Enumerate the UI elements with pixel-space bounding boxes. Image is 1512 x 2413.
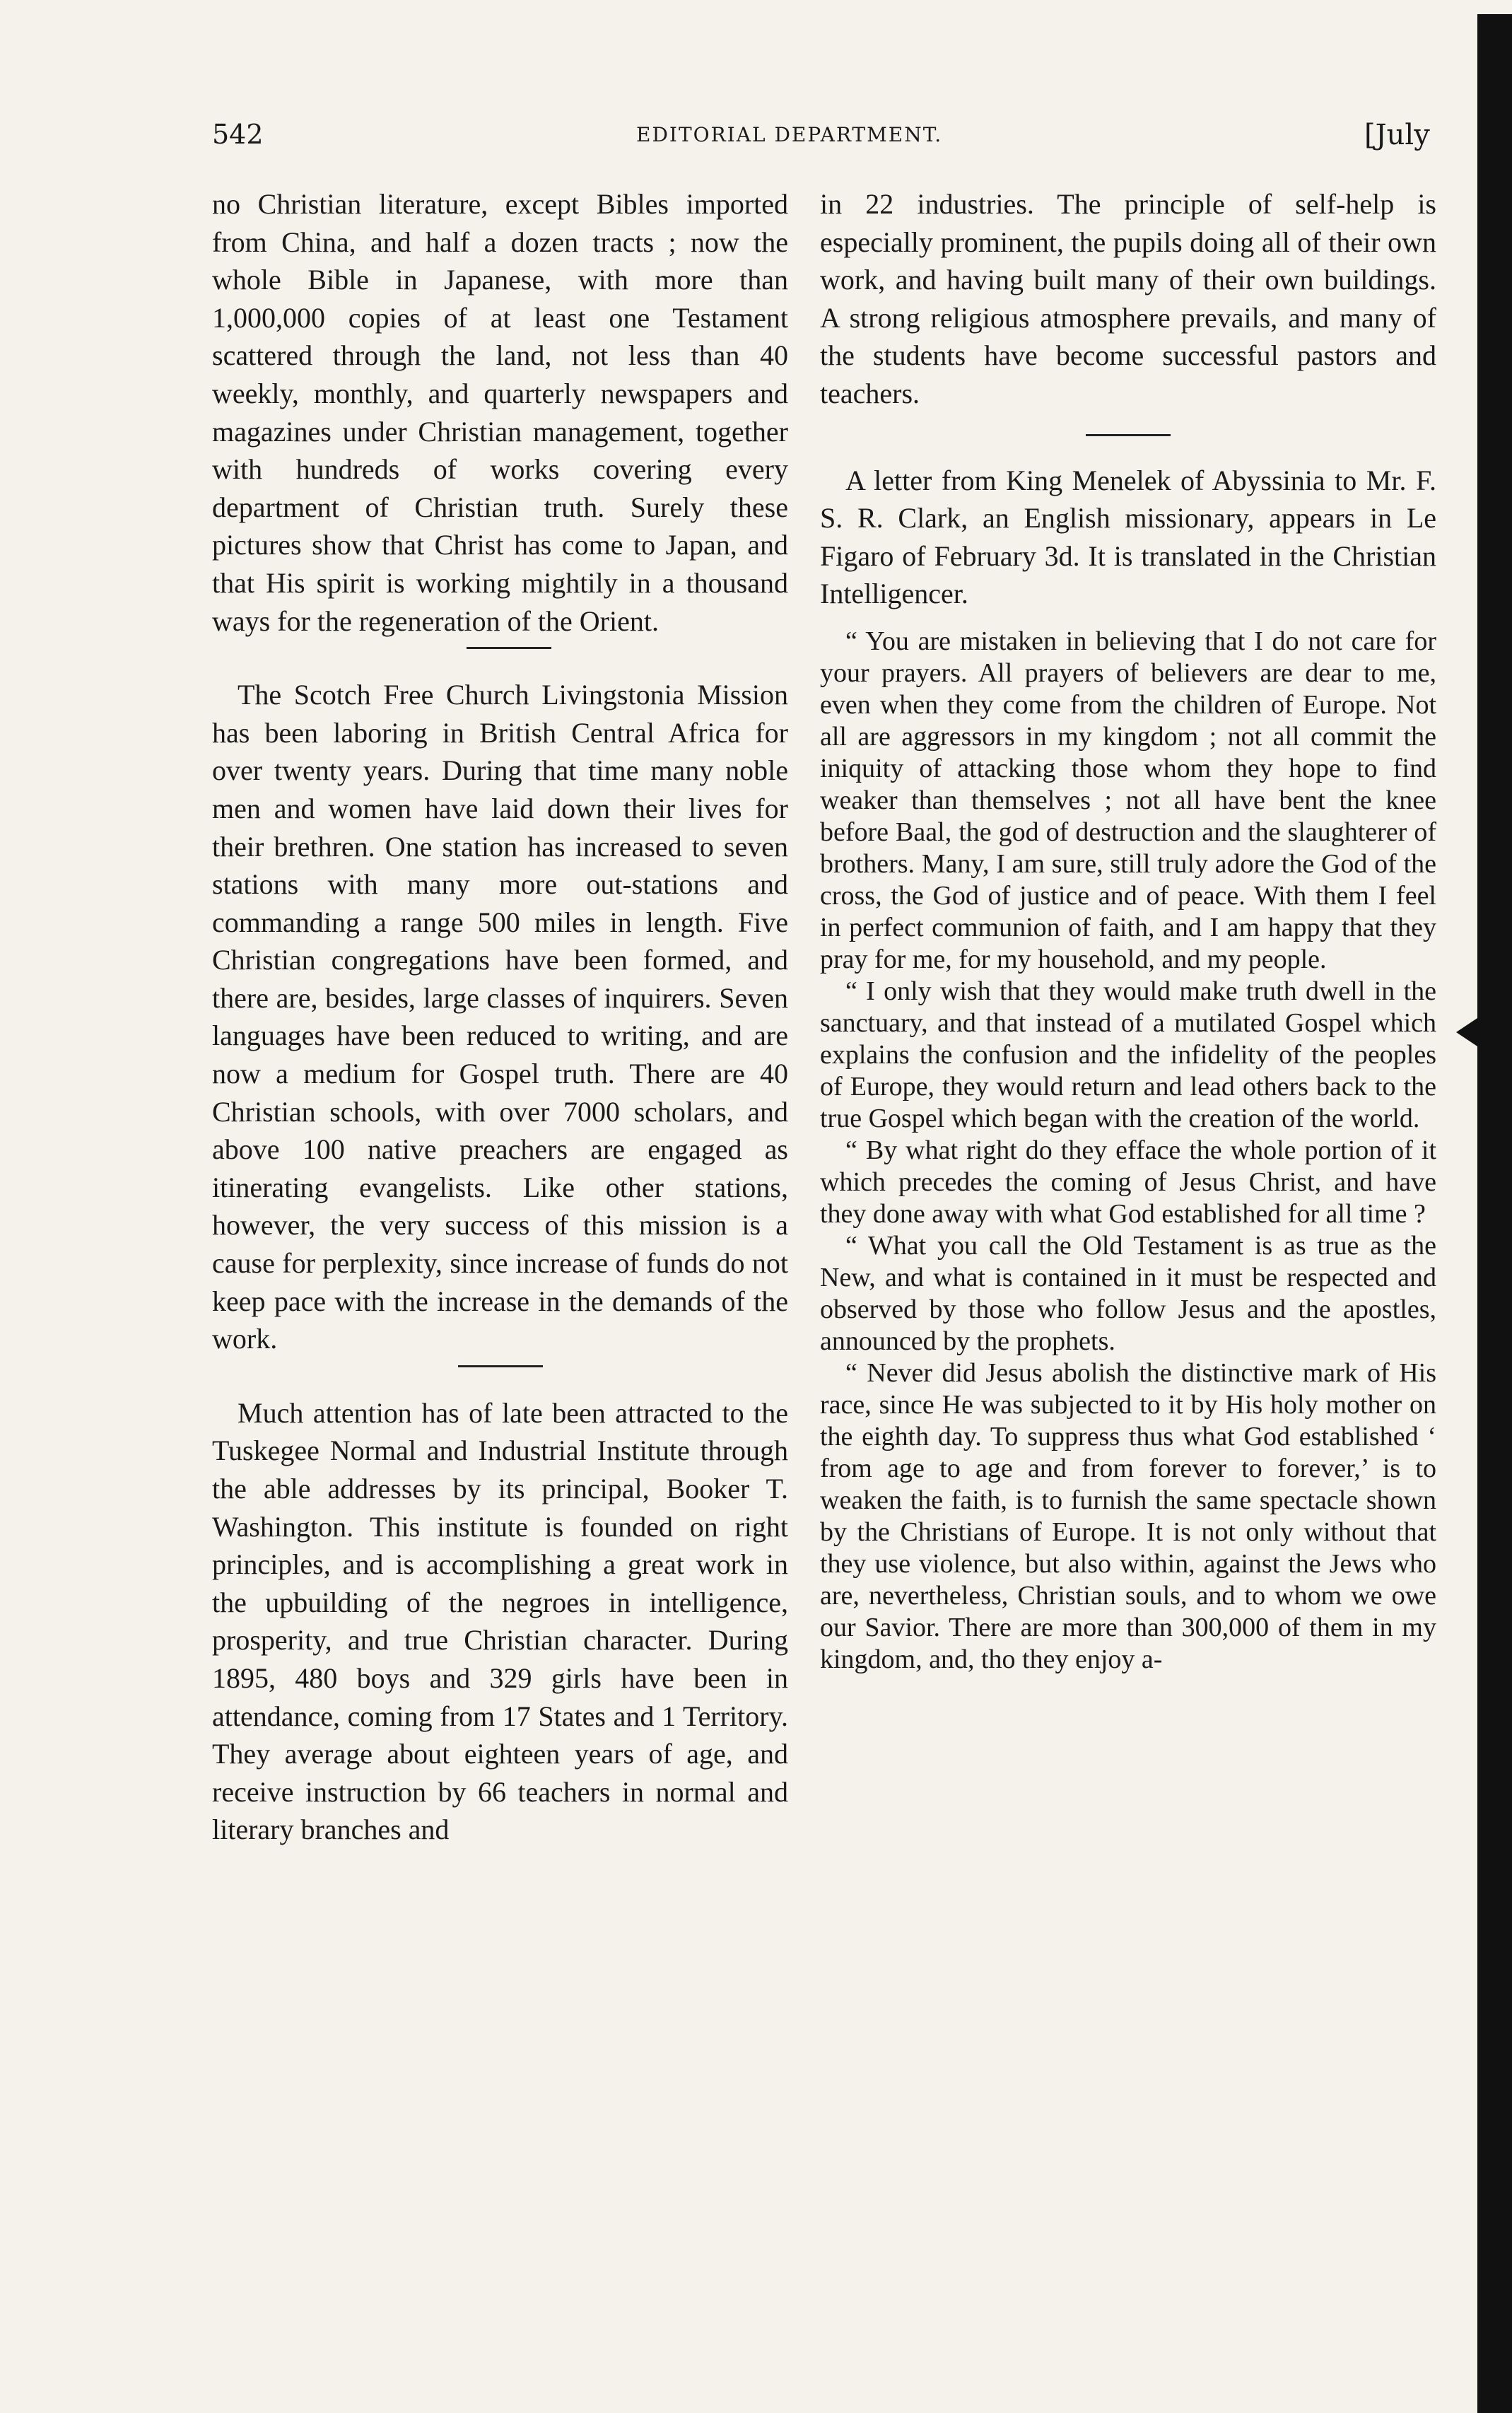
page-header: [0, 119, 1477, 161]
paragraph-tuskegee: Much attention has of late been attracted to the Tuskegee Normal and Industrial Institute through the able addresses by its principal, Booker T. Washington. This institute is founded on right principles, and is accomplishing a great work in the upbuilding of the negroes in intelligence, prosperity, and true Christian character. During 1895, 480 boys and 329 girls have been in attendance, coming from 17 States and 1 Territory. They average about eighteen years of age, and receive instruction by 66 teachers in normal and literary branches and: [212, 1396, 788, 1846]
right-column: [820, 185, 1436, 1676]
section-divider: [1086, 434, 1171, 436]
quote-paragraph: “ Never did Jesus abolish the distinctive mark of His race, since He was subjected to it by His holy mother on the eighth day. To suppress thus what God established ‘ from age to age and from forever to forever,’ is to weaken the faith, is to furnish the same spectacle shown by the Christians of Europe. It is not only without that they use violence, but also within, against the Jews who are, nevertheless, Christian souls, and to whom we owe our Savior. There are more than 300,000 of them in my kingdom, and, tho they enjoy a-: [820, 1357, 1436, 1674]
paragraph-livingstonia: The Scotch Free Church Livingstonia Mission has been laboring in British Central Africa for over twenty years. During that time many noble men and women have laid down their lives for their brethren. One station has increased to seven stations with many more out-stations and commanding a range 500 miles in length. Five Christian congregations have been formed, and there are, besides, large classes of inquirers. Seven languages have been reduced to writing, and are now a medium for Gospel truth. There are 40 Christian schools, with over 7000 scholars, and above 100 native preachers are engaged as itinerating evangelists. Like other stations, however, the very success of this mission is a cause for perplexity, since increase of funds do not keep pace with the increase in the demands of the work.: [212, 679, 788, 1355]
scan-edge-shadow: [1477, 14, 1512, 2413]
letter-quotation: [820, 626, 1436, 1676]
paragraph-japan: no Christian literature, except Bibles imported from China, and half a dozen tracts ; now the whole Bible in Japanese, with more than 1,000,000 copies of at least one Testament scattered through the land, not less than 40 weekly, monthly, and quarterly newspapers and magazines under Christian management, together with hundreds of works covering every department of Christian truth. Surely these pictures show that Christ has come to Japan, and that His spirit is working mightily in a thousand ways for the regeneration of the Orient.: [212, 188, 788, 637]
paragraph-tuskegee-continued: in 22 industries. The principle of self-help is especially prominent, the pupils doing all of their own work, and having built many of their own buildings. A strong religious atmosphere prevails, and many of the students have become successful pastors and teachers.: [820, 188, 1436, 409]
quote-paragraph: “ What you call the Old Testament is as true as the New, and what is contained in it must be respected and observed by those who follow Jesus and the apostles, announced by the prophets.: [820, 1230, 1436, 1356]
left-column: [212, 185, 788, 1849]
quote-paragraph: “ By what right do they efface the whole portion of it which precedes the coming of Jesus Christ, and have they done away with what God established for all time ?: [820, 1135, 1436, 1229]
section-divider: [467, 647, 551, 649]
paragraph-menelek-letter: A letter from King Menelek of Abyssinia to Mr. F. S. R. Clark, an English missionary, appears in Le Figaro of February 3d. It is translated in the Christian Intelligencer.: [820, 464, 1436, 610]
month-label: [July: [1364, 119, 1430, 151]
page-number: 542: [212, 119, 264, 150]
section-divider: [458, 1365, 543, 1367]
quote-paragraph: “ I only wish that they would make truth dwell in the sanctuary, and that instead of a mutilated Gospel which explains the confusion and the infidelity of the peoples of Europe, they would return and lead others back to the true Gospel which began with the creation of the world.: [820, 976, 1436, 1133]
quote-paragraph: “ You are mistaken in believing that I do not care for your prayers. All prayers of believers are dear to me, even when they come from the children of Europe. Not all are aggressors in my kingdom ; not all commit the iniquity of attacking those whom they hope to find weaker than themselves ; not all have bent the knee before Baal, the god of destruction and the slaughterer of brothers. Many, I am sure, still truly adore the God of the cross, the God of justice and of peace. With them I feel in perfect communion of faith, and I am happy that they pray for me, for my household, and my people.: [820, 626, 1436, 974]
running-head: EDITORIAL DEPARTMENT.: [636, 123, 943, 146]
scan-edge-notch: [1456, 1018, 1477, 1046]
